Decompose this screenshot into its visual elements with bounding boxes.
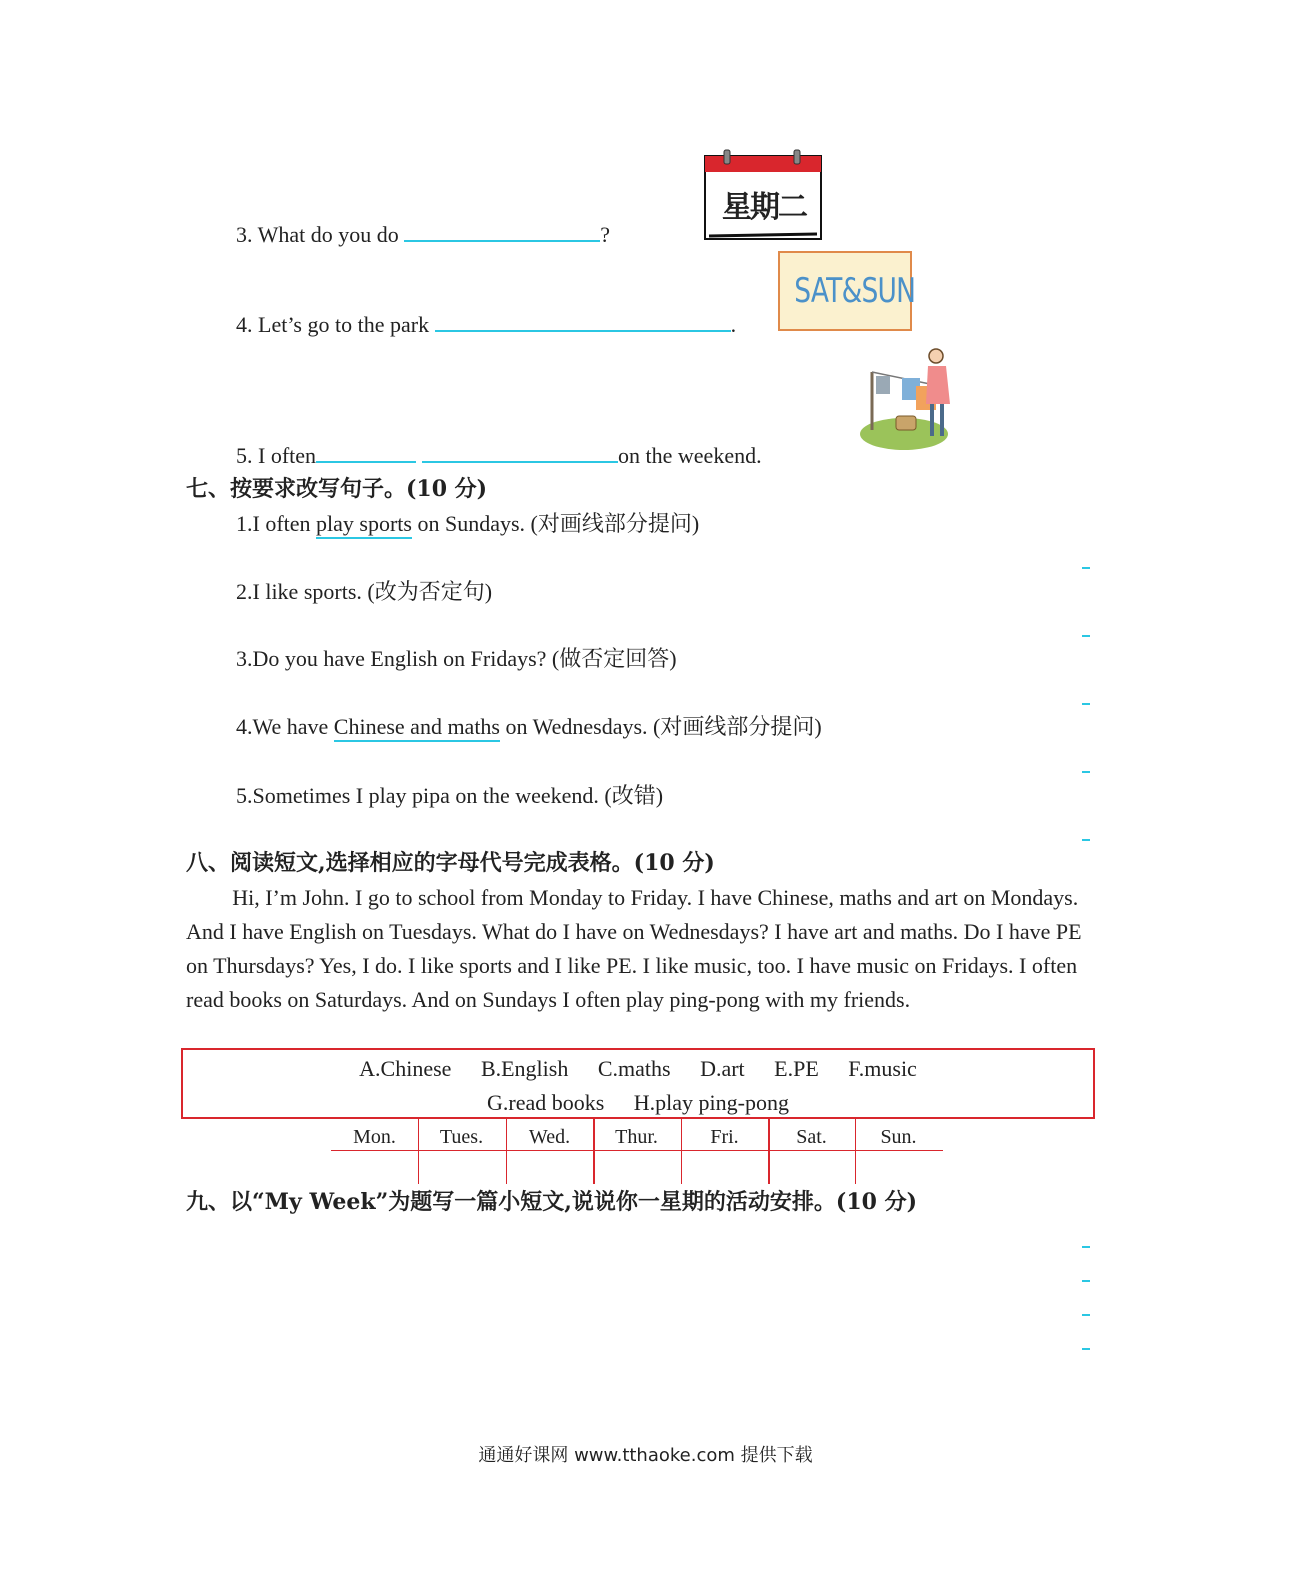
answer-line-marker[interactable] [1082, 839, 1090, 841]
item-text: on Wednesdays. (对画线部分提问) [500, 714, 822, 739]
option: B.English [480, 1056, 569, 1081]
day-header: Sat. [796, 1126, 827, 1148]
underlined-phrase: Chinese and maths [334, 714, 500, 742]
column-divider [593, 1118, 595, 1184]
answer-line-marker[interactable] [1082, 635, 1090, 637]
item-text: 2.I like sports. (改为否定句) [236, 579, 493, 604]
reading-passage: Hi, I’m John. I go to school from Monday to Friday. I have Chinese, maths and art on Mondays. And I have English on Tuesdays. What do I have on Wednesdays? I have art and maths. Do I have PE on Thursdays? Yes, I do. I like sports and I like PE. I like music, too. I have music on Fridays. I often read books on Saturdays. And on Sundays I often play ping-pong with my friends. [186, 885, 1082, 1012]
item-text: 1.I often [236, 511, 317, 536]
day-header: Wed. [528, 1126, 571, 1148]
column-divider [681, 1118, 682, 1184]
answer-blank[interactable] [422, 441, 618, 463]
item-text: on Sundays. (对画线部分提问) [411, 511, 700, 536]
item-text: 4.We have [236, 714, 334, 739]
day-header: Tues. [439, 1126, 484, 1148]
item-text: 3.Do you have English on Fridays? (做否定回答) [236, 646, 677, 671]
options-row-2 [183, 1090, 1093, 1116]
day-header: Mon. [353, 1126, 396, 1148]
calendar-image [704, 148, 822, 240]
column-divider [418, 1118, 419, 1184]
answer-line-marker[interactable] [1082, 1246, 1090, 1248]
answer-blank[interactable] [316, 441, 416, 463]
column-divider [768, 1118, 770, 1184]
option: G.read books [486, 1090, 605, 1115]
option: D.art [700, 1056, 745, 1081]
answer-line-marker[interactable] [1082, 1314, 1090, 1316]
options-box [181, 1048, 1095, 1119]
section8-heading: 八、阅读短文,选择相应的字母代号完成表格。(10 分) [186, 850, 715, 876]
option: E.PE [774, 1056, 819, 1081]
option: H.play ping-pong [633, 1090, 789, 1115]
rewrite-item-1 [236, 511, 699, 537]
section9-heading: 九、以“My Week”为题写一篇小短文,说说你一星期的活动安排。(10 分) [186, 1189, 918, 1215]
answer-line-marker[interactable] [1082, 1280, 1090, 1282]
footer-text: 通通好课网 www.tthaoke.com 提供下载 [478, 1445, 813, 1466]
rewrite-item-4 [236, 714, 822, 740]
laundry-illustration [858, 344, 954, 452]
column-divider [855, 1118, 856, 1184]
rewrite-item-5 [236, 783, 663, 809]
answer-blank[interactable] [404, 220, 600, 242]
underlined-phrase: play sports [316, 511, 412, 539]
answer-line-marker[interactable] [1082, 703, 1090, 705]
weekend-card [778, 251, 916, 331]
item-text: 5.Sometimes I play pipa on the weekend. (改错) [236, 783, 664, 808]
question-5 [236, 441, 762, 469]
calendar-label: 星期二 [722, 190, 806, 225]
question-4 [236, 310, 736, 338]
option: C.maths [597, 1056, 671, 1081]
rewrite-item-3 [236, 646, 677, 672]
question-3 [236, 220, 610, 248]
table-header-rule [331, 1150, 943, 1151]
question-4-suffix: . [730, 312, 737, 337]
question-3-prefix: 3. What do you do [236, 222, 405, 247]
answer-line-marker[interactable] [1082, 1348, 1090, 1350]
options-row-1 [183, 1056, 1093, 1082]
weekend-card-label: SAT&SUN [794, 271, 916, 311]
day-header: Fri. [710, 1126, 739, 1148]
question-4-prefix: 4. Let’s go to the park [236, 312, 435, 337]
day-header: Thur. [615, 1126, 658, 1148]
option: A.Chinese [359, 1056, 452, 1081]
day-header: Sun. [880, 1126, 917, 1148]
question-3-suffix: ? [600, 222, 611, 247]
section7-heading: 七、按要求改写句子。(10 分) [186, 476, 488, 502]
rewrite-item-2 [236, 579, 492, 605]
answer-line-marker[interactable] [1082, 567, 1090, 569]
question-5-prefix: 5. I often [236, 443, 317, 468]
column-divider [506, 1118, 507, 1184]
answer-blank[interactable] [435, 310, 731, 332]
answer-line-marker[interactable] [1082, 771, 1090, 773]
question-5-suffix: on the weekend. [618, 443, 762, 468]
option: F.music [848, 1056, 917, 1081]
